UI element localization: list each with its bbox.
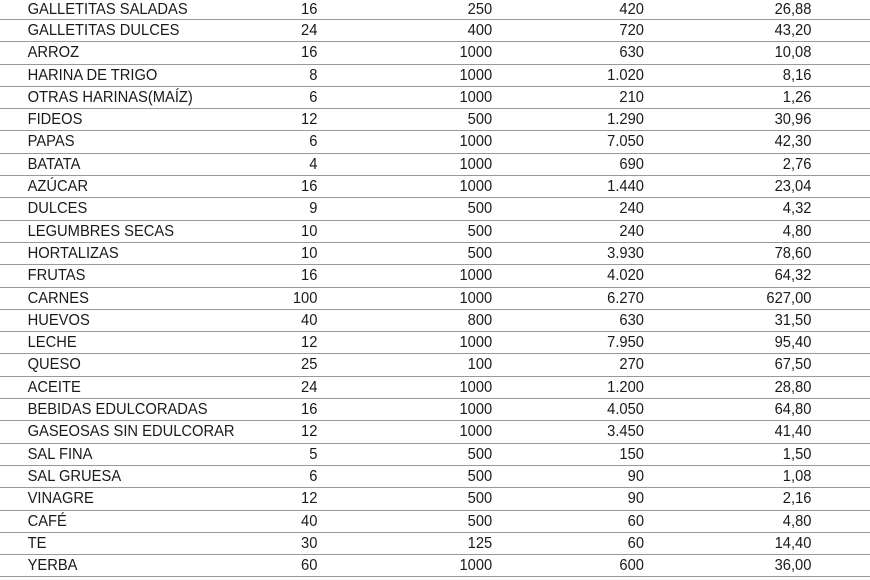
table-row: [0, 399, 870, 421]
unit-value: 500: [467, 111, 493, 129]
unit-value: 400: [467, 22, 493, 39]
table-row: [0, 109, 870, 131]
product-name: FIDEOS: [27, 111, 83, 129]
product-name: QUESO: [27, 356, 81, 374]
cost-value: 78,60: [774, 244, 812, 262]
table-row: [0, 0, 870, 20]
unit-value: 500: [467, 467, 493, 485]
quantity-value: 6: [309, 88, 318, 106]
quantity-value: 16: [301, 267, 318, 285]
price-value: 60: [627, 534, 644, 552]
table-row: [0, 131, 870, 153]
table-row: [0, 265, 870, 287]
product-name: SAL FINA: [27, 445, 93, 463]
price-value: 600: [619, 557, 644, 575]
product-name: AZÚCAR: [27, 178, 89, 196]
quantity-value: 5: [309, 445, 318, 463]
unit-value: 125: [467, 534, 493, 552]
price-value: 720: [619, 22, 644, 39]
price-value: 210: [619, 88, 644, 106]
product-name: SAL GRUESA: [27, 467, 122, 485]
product-name: HUEVOS: [27, 311, 90, 329]
product-name: LECHE: [27, 334, 77, 352]
price-value: 150: [619, 445, 644, 463]
unit-value: 1000: [459, 557, 493, 575]
quantity-value: 8: [309, 66, 318, 84]
table-row: [0, 332, 870, 354]
cost-value: 4,32: [782, 200, 812, 218]
product-name: GALLETITAS DULCES: [27, 22, 180, 39]
product-name: VINAGRE: [27, 490, 94, 508]
quantity-value: 10: [301, 222, 318, 240]
unit-value: 1000: [459, 334, 493, 352]
table-row: [0, 243, 870, 265]
price-value: 4.050: [607, 401, 644, 419]
cost-value: 4,80: [782, 222, 812, 240]
table-row: [0, 421, 870, 443]
unit-value: 1000: [459, 133, 493, 151]
product-name: GASEOSAS SIN EDULCORAR: [27, 423, 235, 441]
cost-value: 64,32: [774, 267, 812, 285]
cost-value: 10,08: [774, 44, 812, 62]
product-name: CAFÉ: [27, 512, 67, 530]
product-name: OTRAS HARINAS(MAÍZ): [27, 88, 193, 106]
price-value: 240: [619, 200, 644, 218]
table-row: [0, 310, 870, 332]
quantity-value: 100: [292, 289, 318, 307]
unit-value: 500: [467, 244, 493, 262]
quantity-value: 16: [301, 178, 318, 196]
cost-value: 2,76: [782, 155, 812, 173]
table-row: [0, 444, 870, 466]
product-name: HARINA DE TRIGO: [27, 66, 158, 84]
cost-value: 43,20: [774, 22, 812, 39]
table-row: [0, 198, 870, 220]
price-value: 630: [619, 311, 644, 329]
unit-value: 500: [467, 512, 493, 530]
unit-value: 1000: [459, 155, 493, 173]
price-value: 90: [627, 467, 644, 485]
unit-value: 500: [467, 222, 493, 240]
quantity-value: 24: [301, 22, 318, 39]
price-value: 630: [619, 44, 644, 62]
cost-value: 30,96: [774, 111, 812, 129]
cost-value: 26,88: [774, 1, 812, 18]
quantity-value: 6: [309, 467, 318, 485]
unit-value: 1000: [459, 289, 493, 307]
product-name: FRUTAS: [27, 267, 86, 285]
table-row: [0, 466, 870, 488]
unit-value: 250: [467, 1, 493, 18]
product-name: ACEITE: [27, 378, 81, 396]
product-name: DULCES: [27, 200, 88, 218]
quantity-value: 12: [301, 111, 318, 129]
cost-value: 36,00: [774, 557, 812, 575]
cost-value: 64,80: [774, 401, 812, 419]
quantity-value: 30: [301, 534, 318, 552]
quantity-value: 16: [301, 401, 318, 419]
quantity-value: 12: [301, 334, 318, 352]
table-row: [0, 555, 870, 577]
price-value: 4.020: [607, 267, 644, 285]
quantity-value: 40: [301, 311, 318, 329]
cost-value: 8,16: [782, 66, 812, 84]
unit-value: 1000: [459, 44, 493, 62]
table-row: [0, 87, 870, 109]
product-name: LEGUMBRES SECAS: [27, 222, 175, 240]
quantity-value: 25: [301, 356, 318, 374]
quantity-value: 24: [301, 378, 318, 396]
quantity-value: 16: [301, 44, 318, 62]
quantity-value: 6: [309, 133, 318, 151]
price-value: 1.290: [607, 111, 644, 129]
unit-value: 1000: [459, 267, 493, 285]
product-name: ARROZ: [27, 44, 80, 62]
unit-value: 1000: [459, 423, 493, 441]
cost-value: 23,04: [774, 178, 812, 196]
quantity-value: 60: [301, 557, 318, 575]
table-row: [0, 533, 870, 555]
table-row: [0, 511, 870, 533]
table-row: [0, 176, 870, 198]
quantity-value: 4: [309, 155, 318, 173]
product-name: BATATA: [27, 155, 81, 173]
table-row: [0, 221, 870, 243]
cost-value: 95,40: [774, 334, 812, 352]
product-name: CARNES: [27, 289, 89, 307]
price-value: 3.450: [607, 423, 644, 441]
price-value: 7.950: [607, 334, 644, 352]
price-value: 1.440: [607, 178, 644, 196]
price-value: 420: [619, 1, 644, 18]
quantity-value: 16: [301, 1, 318, 18]
quantity-value: 10: [301, 244, 318, 262]
cost-value: 1,08: [782, 467, 812, 485]
cost-value: 31,50: [774, 311, 812, 329]
cost-value: 1,50: [782, 445, 812, 463]
product-name: TE: [27, 534, 47, 552]
unit-value: 1000: [459, 66, 493, 84]
table-row: [0, 377, 870, 399]
cost-value: 4,80: [782, 512, 812, 530]
price-value: 3.930: [607, 244, 644, 262]
unit-value: 500: [467, 200, 493, 218]
cost-value: 41,40: [774, 423, 812, 441]
price-value: 270: [619, 356, 644, 374]
table-row: [0, 488, 870, 510]
cost-value: 42,30: [774, 133, 812, 151]
product-name: BEBIDAS EDULCORADAS: [27, 401, 208, 419]
table-row: [0, 42, 870, 64]
cost-value: 627,00: [766, 289, 812, 307]
product-name: HORTALIZAS: [27, 244, 119, 262]
unit-value: 1000: [459, 88, 493, 106]
price-value: 690: [619, 155, 644, 173]
table-row: [0, 20, 870, 42]
table-row: [0, 65, 870, 87]
unit-value: 500: [467, 490, 493, 508]
price-value: 1.200: [607, 378, 644, 396]
price-value: 6.270: [607, 289, 644, 307]
cost-value: 2,16: [782, 490, 812, 508]
product-name: GALLETITAS SALADAS: [27, 1, 188, 18]
price-value: 90: [627, 490, 644, 508]
quantity-value: 12: [301, 423, 318, 441]
product-name: YERBA: [27, 557, 78, 575]
price-value: 7.050: [607, 133, 644, 151]
table-row: [0, 354, 870, 376]
unit-value: 1000: [459, 378, 493, 396]
cost-value: 1,26: [782, 88, 812, 106]
unit-value: 500: [467, 445, 493, 463]
price-value: 240: [619, 222, 644, 240]
unit-value: 1000: [459, 401, 493, 419]
price-value: 60: [627, 512, 644, 530]
cost-value: 67,50: [774, 356, 812, 374]
quantity-value: 9: [309, 200, 318, 218]
quantity-value: 12: [301, 490, 318, 508]
cost-value: 14,40: [774, 534, 812, 552]
table-row: [0, 154, 870, 176]
unit-value: 100: [467, 356, 493, 374]
unit-value: 1000: [459, 178, 493, 196]
unit-value: 800: [467, 311, 493, 329]
cost-value: 28,80: [774, 378, 812, 396]
price-value: 1.020: [607, 66, 644, 84]
quantity-value: 40: [301, 512, 318, 530]
product-name: PAPAS: [27, 133, 75, 151]
table-row: [0, 288, 870, 310]
